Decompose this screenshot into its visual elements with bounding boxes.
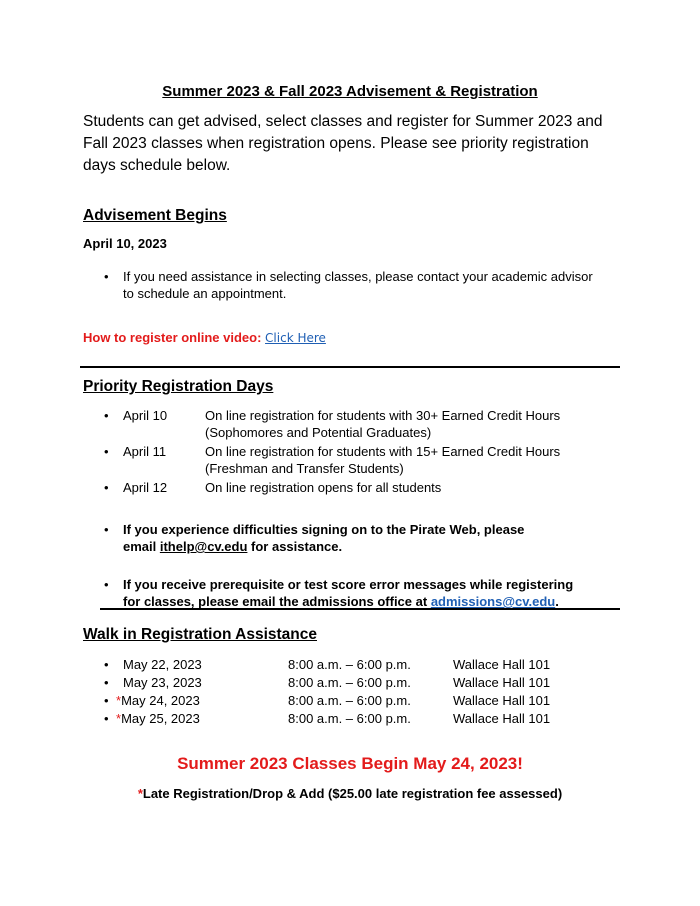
advisement-heading: Advisement Begins bbox=[83, 207, 227, 224]
asterisk: * bbox=[116, 711, 122, 726]
priority-desc-sub: (Sophomores and Potential Graduates) bbox=[205, 425, 432, 440]
help-text: . bbox=[555, 594, 559, 609]
bullet-icon: • bbox=[104, 480, 109, 495]
priority-heading: Priority Registration Days bbox=[83, 378, 274, 395]
walkin-date-text: May 22, 2023 bbox=[123, 657, 202, 672]
late-registration-note bbox=[0, 786, 700, 801]
help-text: for assistance. bbox=[247, 539, 343, 554]
walkin-location: Wallace Hall 101 bbox=[453, 693, 551, 708]
divider bbox=[80, 366, 620, 368]
walkin-time: 8:00 a.m. – 6:00 p.m. bbox=[288, 693, 411, 708]
walkin-date bbox=[116, 692, 200, 709]
video-label: How to register online video: bbox=[83, 330, 262, 345]
walkin-date bbox=[123, 656, 202, 673]
priority-desc-sub: (Freshman and Transfer Students) bbox=[205, 461, 404, 476]
bullet-icon: • bbox=[104, 577, 109, 592]
walkin-location: Wallace Hall 101 bbox=[453, 657, 551, 672]
bullet-icon: • bbox=[104, 657, 109, 672]
ithelp-email-link[interactable]: ithelp@cv.edu bbox=[159, 539, 248, 554]
asterisk: * bbox=[137, 786, 143, 801]
bullet-icon: • bbox=[104, 444, 109, 459]
walkin-date bbox=[116, 710, 200, 727]
help-pirate-web-line2 bbox=[123, 538, 342, 555]
bullet-icon: • bbox=[104, 522, 109, 537]
late-registration-text: Late Registration/Drop & Add ($25.00 late registration fee assessed) bbox=[142, 786, 563, 801]
help-admissions-line1: If you receive prerequisite or test score error messages while registering bbox=[123, 577, 574, 592]
click-here-link[interactable]: Click Here bbox=[265, 331, 326, 345]
help-text: for classes, please email the admissions office at bbox=[123, 594, 431, 609]
walkin-location: Wallace Hall 101 bbox=[453, 675, 551, 690]
walkin-date-text: May 24, 2023 bbox=[121, 693, 200, 708]
bullet-icon: • bbox=[104, 408, 109, 423]
walkin-time: 8:00 a.m. – 6:00 p.m. bbox=[288, 657, 411, 672]
walkin-heading: Walk in Registration Assistance bbox=[83, 626, 317, 643]
walkin-location: Wallace Hall 101 bbox=[453, 711, 551, 726]
admissions-email-link[interactable]: admissions@cv.edu bbox=[430, 594, 556, 609]
priority-date: April 11 bbox=[123, 444, 167, 459]
bullet-icon: • bbox=[104, 269, 109, 284]
bullet-icon: • bbox=[104, 711, 109, 726]
walkin-time: 8:00 a.m. – 6:00 p.m. bbox=[288, 711, 411, 726]
help-text: email bbox=[123, 539, 160, 554]
walkin-date bbox=[123, 674, 202, 691]
bullet-icon: • bbox=[104, 693, 109, 708]
advisement-date: April 10, 2023 bbox=[83, 236, 167, 251]
video-row bbox=[83, 330, 326, 345]
asterisk: * bbox=[116, 693, 122, 708]
walkin-time: 8:00 a.m. – 6:00 p.m. bbox=[288, 675, 411, 690]
priority-desc: On line registration opens for all students bbox=[205, 480, 442, 495]
divider bbox=[100, 608, 620, 610]
help-pirate-web-line1: If you experience difficulties signing on to the Pirate Web, please bbox=[123, 522, 525, 537]
priority-date: April 12 bbox=[123, 480, 168, 495]
bullet-icon: • bbox=[104, 675, 109, 690]
walkin-date-text: May 25, 2023 bbox=[121, 711, 200, 726]
intro-paragraph: Students can get advised, select classes and register for Summer 2023 and Fall 2023 classes when registration opens. Please see priority registration days schedule below. bbox=[83, 113, 603, 174]
priority-desc: On line registration for students with 15+ Earned Credit Hours bbox=[205, 444, 561, 459]
priority-date: April 10 bbox=[123, 408, 168, 423]
priority-desc: On line registration for students with 30+ Earned Credit Hours bbox=[205, 408, 561, 423]
walkin-date-text: May 23, 2023 bbox=[123, 675, 202, 690]
classes-begin-banner: Summer 2023 Classes Begin May 24, 2023! bbox=[177, 754, 523, 773]
advisement-bullet: If you need assistance in selecting classes, please contact your academic advisor to schedule an appointment. bbox=[123, 269, 593, 301]
page-title: Summer 2023 & Fall 2023 Advisement & Registration bbox=[162, 83, 538, 100]
